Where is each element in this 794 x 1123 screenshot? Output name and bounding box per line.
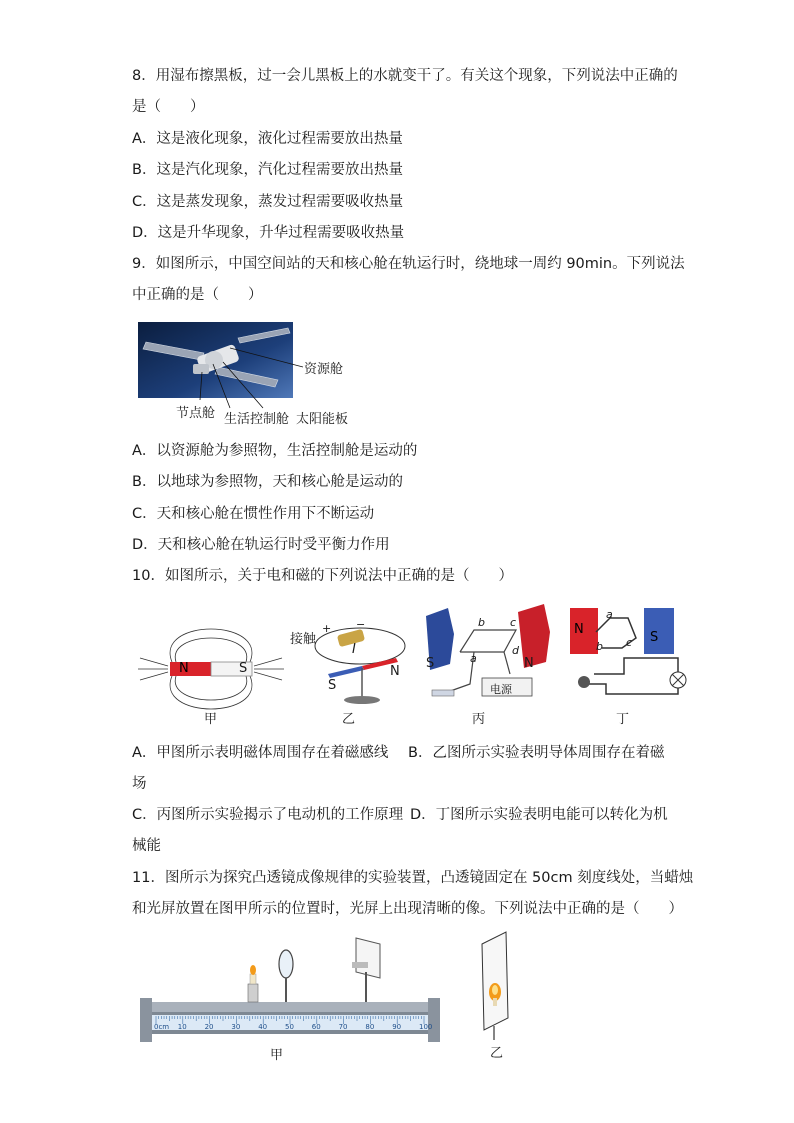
ding-c-label: c — [626, 636, 633, 649]
ruler-tick-label: 30 — [231, 1023, 241, 1031]
ding-n-label: N — [574, 622, 584, 637]
caption-yi: 乙 — [342, 712, 356, 727]
figure-bing-motor — [420, 604, 560, 727]
ding-a-label: a — [606, 608, 613, 621]
q8-stem-line2: 是（ ） — [132, 99, 205, 115]
q11-stem-line2: 和光屏放置在图甲所示的位置时，光屏上出现清晰的像。下列说法中正确的是（ ） — [132, 901, 683, 917]
q9-stem-line1: 9．如图所示，中国空间站的天和核心舱在轨运行时，绕地球一周约 90min。下列说法 — [132, 256, 685, 272]
ruler-tick-label: 20 — [204, 1023, 214, 1031]
label-node-module: 节点舱 — [176, 406, 216, 421]
ruler-tick-label: 70 — [338, 1023, 348, 1031]
ding-s-label: S — [650, 630, 659, 645]
q10-option-c: C．丙图所示实验揭示了电动机的工作原理 — [132, 807, 404, 823]
label-life-control-module: 生活控制舱 — [224, 412, 290, 427]
caption-q11-jia: 甲 — [270, 1048, 284, 1063]
caption-bing: 丙 — [472, 712, 486, 727]
caption-jia: 甲 — [204, 712, 218, 727]
ruler-tick-label: 50 — [285, 1023, 294, 1031]
generator-experiment-image — [566, 604, 690, 704]
q9-option-a: A．以资源舱为参照物，生活控制舱是运动的 — [132, 443, 418, 459]
caption-q11-yi: 乙 — [490, 1046, 504, 1061]
bing-d-label: d — [512, 644, 519, 657]
ruler-tick-label: 100 — [419, 1023, 433, 1031]
q8-option-b: B．这是汽化现象，汽化过程需要放出热量 — [132, 162, 403, 178]
q10-option-d: D．丁图所示实验表明电能可以转化为机 — [410, 807, 668, 823]
ding-b-label: b — [596, 640, 603, 653]
label-resource-module: 资源舱 — [304, 362, 344, 377]
magnet-n-label: N — [179, 661, 189, 676]
figure-yi-oersted — [290, 618, 410, 727]
space-station-figure — [138, 320, 358, 425]
ruler-tick-label: 40 — [258, 1023, 268, 1031]
q8-option-a: A．这是液化现象，液化过程需要放出热量 — [132, 131, 403, 147]
caption-ding: 丁 — [616, 712, 630, 727]
battery-minus-label: − — [356, 618, 366, 631]
q10-option-b: B．乙图所示实验表明导体周围存在着磁 — [408, 745, 665, 761]
needle-s-label: S — [328, 678, 337, 693]
q9-option-b: B．以地球为参照物，天和核心舱是运动的 — [132, 474, 403, 490]
bing-n-label: N — [524, 656, 534, 671]
q9-option-c: C．天和核心舱在惯性作用下不断运动 — [132, 506, 375, 522]
label-solar-panel: 太阳能板 — [296, 412, 349, 427]
figure-jia-optical-bench — [136, 932, 446, 1062]
q10-option-d-cont: 械能 — [132, 838, 161, 854]
figure-ding-generator — [566, 604, 690, 727]
power-supply-label: 电源 — [490, 683, 512, 696]
q8-option-c: C．这是蒸发现象，蒸发过程需要吸收热量 — [132, 194, 404, 210]
bing-s-label: S — [426, 656, 435, 671]
magnet-s-label: S — [239, 661, 248, 676]
q8-stem-line1: 8．用湿布擦黑板，过一会儿黑板上的水就变干了。有关这个现象，下列说法中正确的 — [132, 68, 678, 84]
bing-b-label: b — [478, 616, 485, 629]
screen-inverted-flame-image — [472, 930, 532, 1040]
ruler-tick-label: 10 — [177, 1023, 187, 1031]
bing-c-label: c — [510, 616, 517, 629]
ruler-tick-label: 60 — [311, 1023, 321, 1031]
ruler-tick-label: 0cm — [154, 1023, 170, 1031]
magnetic-field-lines-image — [136, 622, 286, 712]
ruler-tick-label: 90 — [392, 1023, 402, 1031]
contact-label: 接触 — [290, 632, 317, 647]
bing-a-label: a — [470, 652, 477, 665]
q10-option-b-cont: 场 — [132, 776, 147, 792]
q10-stem: 10．如图所示，关于电和磁的下列说法中正确的是（ ） — [132, 568, 513, 584]
needle-n-label: N — [390, 664, 400, 679]
q9-stem-line2: 中正确的是（ ） — [132, 287, 263, 303]
battery-plus-label: + — [322, 622, 332, 635]
ruler-tick-label: 80 — [365, 1023, 375, 1031]
q11-stem-line1: 11．图所示为探究凸透镜成像规律的实验装置，凸透镜固定在 50cm 刻度线处，当蜡烛 — [132, 870, 694, 886]
current-i-label: I — [352, 642, 356, 657]
figure-jia-bar-magnet — [136, 622, 286, 727]
figure-yi-screen-image — [472, 930, 532, 1062]
q8-option-d: D．这是升华现象，升华过程需要吸收热量 — [132, 225, 405, 241]
q10-option-a: A．甲图所示表明磁体周围存在着磁感线 — [132, 745, 389, 761]
q9-option-d: D．天和核心舱在轨运行时受平衡力作用 — [132, 537, 390, 553]
